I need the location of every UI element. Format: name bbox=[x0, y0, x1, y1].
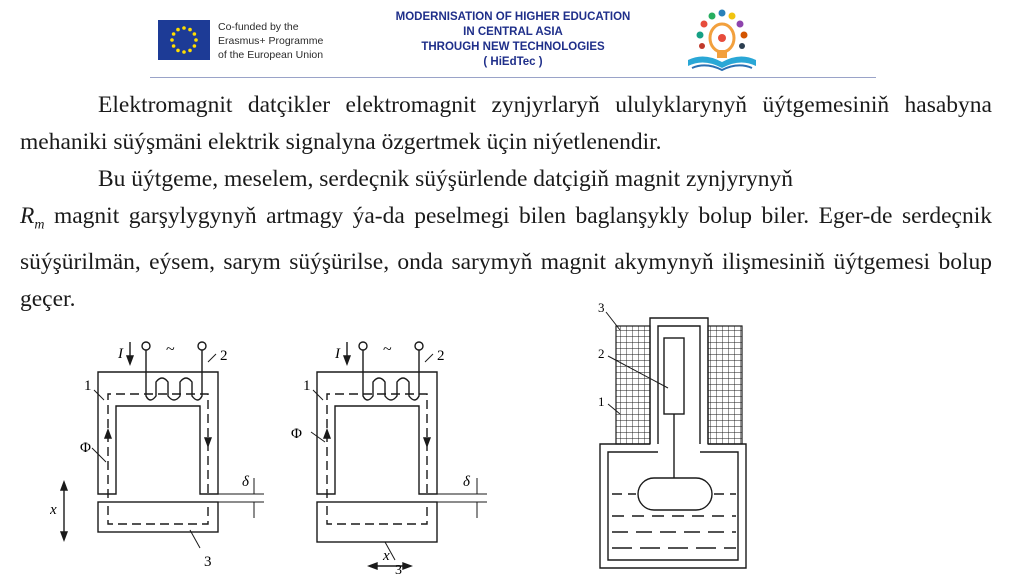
fig-left-label-1: 1 bbox=[84, 378, 92, 394]
fig-left-label-3: 3 bbox=[204, 554, 212, 570]
paragraph-2-rest-text: magnit garşylygynyň artmagy ýa-da peselmegi bilen baglanşykly bolup biler. Eger-de serdeçnik süýşürilmän, eýsem, sarym süýşürilse, onda sarymyň magnit akymynyň ilişmesiniň üýtgemesi bolup geçer. bbox=[20, 203, 992, 312]
fig-left-flux-label: Φ bbox=[80, 440, 91, 456]
symbol-sub: m bbox=[34, 217, 45, 233]
header-divider bbox=[150, 77, 876, 78]
fig-middle-gap-label: δ bbox=[463, 474, 470, 490]
project-title-line-3: THROUGH NEW TECHNOLOGIES bbox=[421, 41, 605, 53]
fig-middle-tilde-label: ~ bbox=[383, 341, 392, 358]
project-title-line-1: MODERNISATION OF HIGHER EDUCATION bbox=[395, 11, 631, 23]
symbol-base: R bbox=[20, 203, 35, 229]
fig-middle-x-label: x bbox=[383, 548, 390, 564]
coil-block-left bbox=[616, 326, 650, 444]
eu-line-1: Co-funded by the bbox=[218, 21, 299, 33]
project-title bbox=[340, 10, 686, 70]
figure-left-sensor bbox=[50, 338, 280, 576]
fig-left-tilde-label: ~ bbox=[166, 341, 175, 358]
fig-middle-label-2: 2 bbox=[437, 348, 445, 364]
magnetic-resistance-symbol bbox=[20, 203, 45, 233]
figure-right-level-sensor bbox=[590, 300, 760, 576]
paragraph-1-text: Elektromagnit datçikler elektromagnit zynjyrlaryň ululyklarynyň üýtgemesiniň hasabyna mehaniki süýşmäni elektrik signalyna özgertmek üçin niýetlenendir. bbox=[20, 92, 992, 155]
fig-middle-label-3: 3 bbox=[395, 563, 402, 576]
fig-middle-current-label: I bbox=[335, 346, 340, 362]
eu-line-3: of the European Union bbox=[218, 49, 324, 61]
fig-left-x-label: x bbox=[50, 502, 57, 518]
hiedtec-logo bbox=[682, 8, 762, 76]
paragraph-1 bbox=[20, 87, 992, 161]
paragraph-2-line-1 bbox=[20, 161, 992, 198]
fig-left-gap-label: δ bbox=[242, 474, 249, 490]
fig-right-label-3: 3 bbox=[598, 300, 605, 315]
fig-right-label-2: 2 bbox=[598, 346, 605, 361]
header bbox=[0, 0, 1024, 80]
fig-left-current-label: I bbox=[118, 346, 123, 362]
fig-middle-flux-label: Φ bbox=[291, 426, 302, 442]
eu-flag-icon bbox=[158, 20, 210, 60]
project-title-line-2: IN CENTRAL ASIA bbox=[463, 26, 563, 38]
eu-line-2: Erasmus+ Programme bbox=[218, 35, 324, 47]
paragraph-2-rest bbox=[20, 198, 992, 318]
body-text bbox=[20, 87, 992, 318]
paragraph-2-first-line: Bu üýtgeme, meselem, serdeçnik süýşürlende datçigiň magnit zynjyrynyň bbox=[98, 166, 794, 192]
fig-left-label-2: 2 bbox=[220, 348, 228, 364]
coil-block-right bbox=[708, 326, 742, 444]
figure-middle-sensor bbox=[285, 338, 495, 576]
project-title-line-4: ( HiEdTec ) bbox=[483, 56, 543, 68]
fig-middle-label-1: 1 bbox=[303, 378, 311, 394]
fig-right-label-1: 1 bbox=[598, 394, 605, 409]
eu-funding-text bbox=[218, 20, 323, 62]
